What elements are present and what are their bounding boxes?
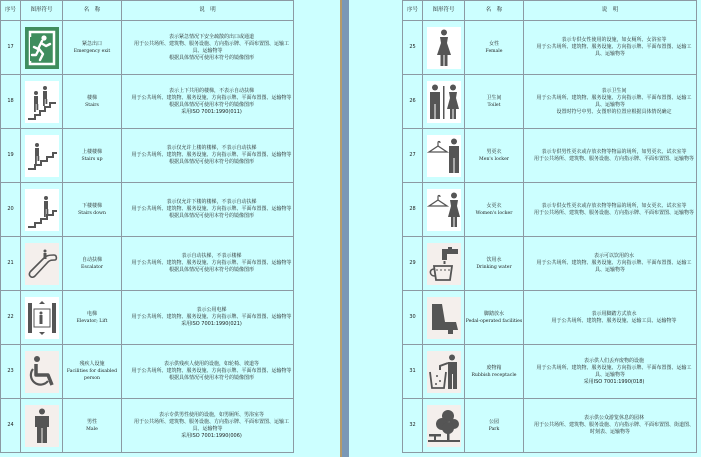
- row-number: 18: [1, 75, 21, 129]
- rubbish-receptacle-icon: [427, 351, 461, 393]
- description-cell: [122, 75, 294, 129]
- name-cell: [63, 345, 122, 399]
- symbol-cell: [21, 345, 63, 399]
- description-line: 用于公共场所、建筑物、服务设施、方向指示牌、平面布置图、运输工具、运输物等: [536, 44, 692, 57]
- description-cell: [122, 21, 294, 75]
- description-line: 表示供残疾人使用的设施，如轮椅、坡道等: [163, 361, 259, 367]
- name-english: Escalator: [80, 264, 104, 270]
- description-line: 根据具体情况可使用本符号的镜像图形: [168, 213, 254, 219]
- description-line: 采用ISO 7001:1990(011): [181, 108, 242, 115]
- name-chinese: 卫生间: [486, 94, 502, 101]
- description-line: 表示紧急情况下安全疏散的出口或通道: [168, 33, 254, 40]
- table-row: [1, 237, 294, 291]
- name-english: Stairs up: [81, 156, 103, 162]
- symbol-table-right: [402, 0, 697, 453]
- description-line: 用于公共场所、建筑物、服务设施、方向指示牌、平面布置图、运输物等: [131, 206, 292, 212]
- description-cell: [524, 291, 697, 345]
- table-row: [1, 183, 294, 237]
- name-chinese: 电梯: [86, 310, 97, 317]
- description-cell: [524, 129, 697, 183]
- name-cell: [63, 291, 122, 345]
- header-no: 序号: [403, 1, 423, 21]
- name-english: Women's locker: [475, 210, 513, 216]
- table-row: [403, 399, 697, 453]
- symbol-cell: [21, 399, 63, 453]
- description-line: 根据具体情况可使用本符号的镜像图形: [168, 101, 254, 108]
- description-line: 用于公共场所、建筑物、服务设施、方向指示牌、平面布置图、运输物等: [131, 314, 292, 320]
- table-row: [403, 129, 697, 183]
- description-cell: [524, 345, 697, 399]
- row-number: 29: [403, 237, 423, 291]
- header-description: 说 明: [122, 1, 294, 21]
- description-line: 采用ISO 7001:1990(006): [181, 432, 242, 439]
- stairs-down-icon: [25, 189, 59, 231]
- description-line: 用于公共场所、建筑物、服务设施、运输工具、运输物等: [551, 317, 677, 324]
- name-english: Female: [485, 48, 503, 54]
- name-chinese: 脚踏放水: [483, 310, 504, 317]
- name-chinese: 饮用水: [486, 256, 502, 263]
- name-chinese: 上楼楼梯: [81, 148, 102, 155]
- name-english: Stairs: [85, 102, 99, 108]
- symbol-cell: [423, 129, 465, 183]
- name-cell: [465, 129, 524, 183]
- description-cell: [122, 183, 294, 237]
- description-line: 表示专供男性更衣或存放衣物等物品的场所，如男更衣、试衣室等: [541, 148, 687, 155]
- description-cell: [524, 399, 697, 453]
- description-line: 用于公共场所、建筑物、服务设施、方向指示牌、平面布置图、运输物等: [131, 260, 292, 266]
- name-cell: [465, 75, 524, 129]
- name-chinese: 公园: [488, 418, 499, 425]
- description-line: 用于公共场所、建筑物、服务设施、方向指示牌、平面布置图、运输物等: [131, 94, 292, 101]
- table-row: [1, 291, 294, 345]
- name-cell: [465, 399, 524, 453]
- header-name: 名 称: [63, 1, 122, 21]
- symbol-cell: [21, 75, 63, 129]
- right-page: [349, 0, 701, 457]
- name-cell: [465, 291, 524, 345]
- description-line: 根据具体情况可使用本符号的镜像图形: [168, 159, 254, 165]
- name-english: Facilities for disabled person: [66, 369, 118, 381]
- description-line: 用于公共场所、建筑物、服务设施、方向指示牌、平面布置图、运输物等: [131, 152, 292, 158]
- stairs-icon: [25, 81, 59, 123]
- name-english: Drinking water: [476, 264, 512, 270]
- description-cell: [524, 75, 697, 129]
- name-chinese: 下楼楼梯: [81, 202, 102, 209]
- description-line: 表示可以饮用的水: [593, 253, 634, 259]
- symbol-cell: [21, 21, 63, 75]
- description-line: 用于公共场所、建筑物、服务设施、方向指示牌、平面布置图、街道图、时刻表、运输物等: [533, 422, 694, 435]
- symbol-cell: [423, 75, 465, 129]
- row-number: 17: [1, 21, 21, 75]
- name-english: Male: [86, 426, 98, 432]
- row-number: 19: [1, 129, 21, 183]
- emergency-exit-icon: [25, 27, 59, 69]
- name-chinese: 女更衣: [486, 202, 502, 209]
- name-chinese: 男更衣: [486, 148, 502, 155]
- description-line: 设置时符号中男、女图形的位置应根据具体情况确定: [556, 108, 672, 115]
- name-cell: [63, 237, 122, 291]
- row-number: 21: [1, 237, 21, 291]
- description-cell: [122, 399, 294, 453]
- description-line: 表示供人们丢弃废物的设施: [583, 357, 644, 364]
- row-number: 22: [1, 291, 21, 345]
- table-row: [403, 345, 697, 399]
- symbol-cell: [423, 291, 465, 345]
- description-line: 表示用脚踏方式放水: [591, 310, 637, 317]
- symbol-table-left: [0, 0, 294, 453]
- symbol-cell: [21, 291, 63, 345]
- table-row: [403, 291, 697, 345]
- description-line: 用于公共场所、建筑物、服务设施、方向指示牌、平面布置图、运输物等: [533, 155, 694, 162]
- header-no: 序号: [1, 1, 21, 21]
- name-english: Pedal-operated facilities: [465, 318, 523, 324]
- name-chinese: 自动扶梯: [81, 256, 102, 263]
- name-chinese: 女性: [488, 40, 499, 47]
- name-english: Park: [488, 426, 500, 432]
- description-line: 用于公共场所、建筑物、服务设施、方向指示牌、平面布置图、运输物等: [131, 368, 292, 374]
- table-row: [1, 399, 294, 453]
- table-row: [403, 75, 697, 129]
- name-english: Toilet: [487, 102, 501, 108]
- description-line: 用于公共场所、建筑物、服务设施、方向指示牌、平面布置图、运输物等: [533, 209, 694, 216]
- symbol-cell: [423, 183, 465, 237]
- table-row: [1, 129, 294, 183]
- header-description: 说 明: [524, 1, 697, 21]
- header-symbol: 图形符号: [21, 1, 63, 21]
- row-number: 28: [403, 183, 423, 237]
- description-line: 表示专供男性使用的设施，如男厕所、男浴室等: [158, 411, 264, 418]
- name-chinese: 紧急出口: [81, 40, 102, 47]
- description-line: 采用ISO 7001:1990(018): [583, 378, 645, 385]
- description-cell: [122, 291, 294, 345]
- description-cell: [524, 237, 697, 291]
- description-line: 表示仅允许上楼的楼梯，不表示自动扶梯: [166, 145, 257, 151]
- description-line: 表示供公众游览休息的园林: [583, 415, 644, 421]
- park-icon: [427, 405, 461, 447]
- symbol-cell: [423, 399, 465, 453]
- name-cell: [465, 237, 524, 291]
- row-number: 31: [403, 345, 423, 399]
- description-line: 表示专供女性更衣或存放衣物等物品的场所，如女更衣、试衣室等: [541, 202, 687, 209]
- left-page: [0, 0, 340, 457]
- description-cell: [122, 129, 294, 183]
- description-line: 用于公共场所、建筑物、服务设施、方向指示牌、平面布置图、运输工具、运输物等: [133, 418, 289, 432]
- name-chinese: 楼梯: [86, 94, 97, 101]
- description-cell: [524, 21, 697, 75]
- symbol-cell: [21, 183, 63, 237]
- description-cell: [122, 345, 294, 399]
- name-chinese: 废物箱: [486, 364, 502, 371]
- row-number: 23: [1, 345, 21, 399]
- name-cell: [465, 183, 524, 237]
- elevator-icon: [25, 297, 59, 339]
- description-line: 根据具体情况可使用本符号的镜像图形: [168, 375, 254, 381]
- page-divider: [340, 0, 349, 457]
- description-line: 采用ISO 7001:1990(021): [181, 321, 242, 327]
- row-number: 30: [403, 291, 423, 345]
- description-line: 用于公共场所、建筑物、服务设施、方向指示牌、平面布置图、运输工具、运输物等: [536, 364, 692, 378]
- escalator-icon: [25, 243, 59, 285]
- name-cell: [63, 75, 122, 129]
- row-number: 20: [1, 183, 21, 237]
- description-line: 表示专供女性使用的设施，如女厕所、女浴室等: [561, 37, 667, 43]
- table-header-row: [403, 1, 697, 21]
- female-icon: [427, 27, 461, 69]
- name-english: Rubbish receptacle: [471, 372, 517, 378]
- description-cell: [524, 183, 697, 237]
- name-cell: [465, 345, 524, 399]
- description-line: 根据具体情况可使用本符号的镜像图形: [168, 54, 254, 61]
- row-number: 32: [403, 399, 423, 453]
- symbol-cell: [423, 345, 465, 399]
- name-chinese: 男性: [86, 418, 97, 425]
- table-row: [1, 75, 294, 129]
- description-line: 用于公共场所、建筑物、服务设施、方向指示牌、平面布置图、运输工具、运输物等: [536, 260, 692, 273]
- table-row: [403, 237, 697, 291]
- name-cell: [63, 21, 122, 75]
- name-cell: [465, 21, 524, 75]
- header-name: 名 称: [465, 1, 524, 21]
- name-cell: [63, 183, 122, 237]
- pedal-operated-icon: [427, 297, 461, 339]
- stairs-up-icon: [25, 135, 59, 177]
- row-number: 24: [1, 399, 21, 453]
- row-number: 26: [403, 75, 423, 129]
- table-row: [1, 345, 294, 399]
- womens-locker-icon: [427, 189, 461, 231]
- symbol-cell: [21, 129, 63, 183]
- table-header-row: [1, 1, 294, 21]
- description-line: 表示公用电梯: [196, 307, 227, 313]
- toilet-icon: [427, 81, 461, 123]
- table-row: [403, 21, 697, 75]
- name-english: Men's locker: [479, 156, 509, 162]
- name-english: Stairs down: [78, 210, 106, 216]
- row-number: 27: [403, 129, 423, 183]
- name-english: Emergency exit: [73, 48, 111, 54]
- row-number: 25: [403, 21, 423, 75]
- name-chinese: 残疾人设施: [79, 361, 105, 367]
- male-icon: [25, 405, 59, 447]
- mens-locker-icon: [427, 135, 461, 177]
- header-symbol: 图形符号: [423, 1, 465, 21]
- name-english: Elevator; Lift: [76, 318, 108, 324]
- name-cell: [63, 129, 122, 183]
- wheelchair-icon: [25, 351, 59, 393]
- symbol-cell: [423, 21, 465, 75]
- description-cell: [122, 237, 294, 291]
- description-line: 表示上下共用的楼梯，不表示自动扶梯: [168, 87, 254, 94]
- description-line: 根据具体情况可使用本符号的镜像图形: [168, 267, 254, 273]
- description-line: 表示自动扶梯，不表示楼梯: [181, 253, 242, 259]
- table-row: [1, 21, 294, 75]
- name-cell: [63, 399, 122, 453]
- description-line: 表示卫生间: [601, 87, 627, 94]
- table-row: [403, 183, 697, 237]
- symbol-cell: [21, 237, 63, 291]
- description-line: 表示仅允许下楼的楼梯，不表示自动扶梯: [166, 199, 257, 205]
- drinking-water-icon: [427, 243, 461, 285]
- description-line: 用于公共场所、建筑物、服务设施、方向指示牌、平面布置图、运输工具、运输物等: [133, 40, 289, 54]
- description-line: 用于公共场所、建筑物、服务设施、方向指示牌、平面布置图、运输工具、运输物等: [536, 94, 692, 108]
- symbol-cell: [423, 237, 465, 291]
